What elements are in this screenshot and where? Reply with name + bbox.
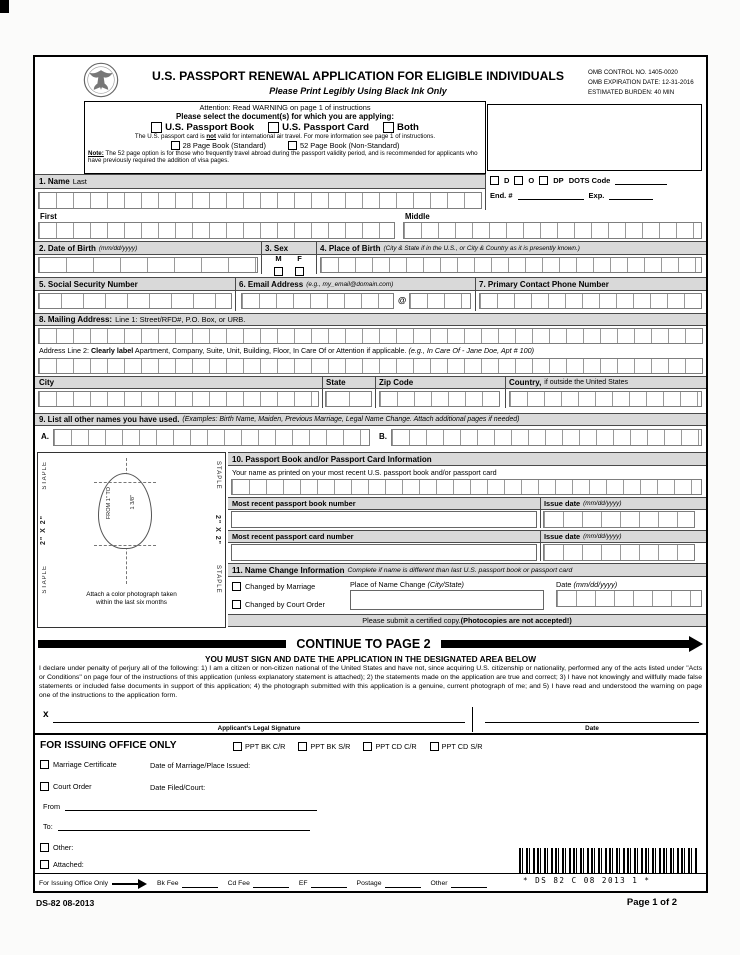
passport-info-header [228,452,706,466]
dots-code-line[interactable] [615,177,667,185]
from-label: From [43,802,61,811]
fee-arrow-shaft [112,883,138,885]
name-change-date-label [556,580,617,589]
document-selection-box [84,101,486,174]
zip-field[interactable] [379,391,500,407]
mailing-address-header [35,313,706,326]
sex-male-checkbox[interactable] [274,267,283,276]
staple-label-top-left: STAPLE [42,461,48,490]
phone-header-cell [475,278,706,290]
row-5-6-7-header [35,277,706,291]
place-name-change-label [350,580,464,589]
passport-info-title: 10. Passport Book and/or Passport Card Information [232,454,432,464]
to-label: To: [43,822,53,831]
fee-strip [35,873,706,893]
card-issue-label: Issue date [544,532,581,541]
changed-by-marriage-row [232,582,315,591]
postage-label: Postage [356,880,382,887]
place-label-hint: (City/State) [427,580,464,589]
ppt-cd-cr-label: PPT CD C/R [375,742,417,751]
measure-line-top [94,482,156,483]
ppt-bk-cr-label: PPT BK C/R [245,742,286,751]
ppt-cd-cr-checkbox[interactable] [363,742,372,751]
measure-text-2: 1 3/8" [130,495,136,510]
photo-caption-line1: Attach a color photograph taken [86,591,177,598]
sex-male-label: M [275,254,282,263]
marriage-certificate-checkbox[interactable] [40,760,49,769]
card-note-pre: The U.S. passport card is [134,133,207,140]
pob-field[interactable] [320,257,702,273]
passport-info-region [228,452,706,633]
endorsement-row-1 [490,176,704,185]
other-name-a-label: A. [41,432,49,441]
other-name-a-field[interactable] [53,429,370,446]
ppt-bk-cr-checkbox[interactable] [233,742,242,751]
mailing-address-cell [35,314,249,325]
dob-header-cell [35,242,261,254]
card-issue-cell [540,531,706,542]
ppt-options-row [233,742,483,751]
last-name-field[interactable] [38,192,482,209]
other-label: Other: [53,843,74,852]
city-header-cell [35,377,322,388]
other-fee-line[interactable] [451,880,487,888]
endorsement-row-2 [490,191,704,200]
book-number-field[interactable] [231,511,537,528]
divider-card-issue [540,530,541,561]
omb-expiration: OMB EXPIRATION DATE: 12-31-2016 [588,78,694,86]
passport-card-label: U.S. Passport Card [282,122,370,133]
email-field-part1[interactable] [241,293,394,309]
line2-example: (e.g., In Care Of - Jane Doe, Apt # 100) [408,346,535,355]
certified-copy-bar [228,614,706,627]
card-note-post: valid for international air travel. For more information see page 1 of instructions. [216,133,436,140]
divider-book-issue [540,497,541,528]
phone-label: 7. Primary Contact Phone Number [479,279,609,289]
ppt-cd-sr-label: PPT CD S/R [441,742,483,751]
staple-label-top-right: STAPLE [215,461,221,490]
changed-by-marriage-checkbox[interactable] [232,582,241,591]
other-fee-label: Other [430,880,448,887]
from-line[interactable] [65,803,317,811]
cd-fee-line[interactable] [253,880,289,888]
barcode-text: * DS 82 C 08 2013 1 * [523,876,651,885]
continue-bar-left [38,640,286,648]
line2-pre: Address Line 2: [39,346,91,355]
card-number-cell [228,531,540,542]
to-line[interactable] [58,823,310,831]
ssn-label: 5. Social Security Number [39,279,138,289]
state-label: State [326,378,346,387]
book-issue-cell [540,498,706,509]
other-names-header [35,413,706,426]
endorsement-area [490,176,704,200]
dob-label: 2. Date of Birth [39,243,96,253]
bk-fee-line[interactable] [182,880,218,888]
passport-name-sublabel: Your name as printed on your most recent U.S. passport book and/or passport card [232,468,497,477]
note-text: The 52 page option is for those who frequently travel abroad during the passport validity period, and is recommended for applicants who have previously required the addition of visa pages. [88,150,478,165]
page-count-options-row [88,141,482,150]
photo-staple-area [37,452,226,628]
form-subtitle: Please Print Legibly Using Black Ink Only [269,86,447,96]
ppt-cd-sr-checkbox[interactable] [430,742,439,751]
book-number-header [228,497,706,510]
continue-bar-right [441,640,689,648]
line2-rest: Apartment, Company, Suite, Unit, Building, Floor, In Care Of or Attention if applicable. [133,346,409,355]
fee-arrow-icon [138,879,147,889]
zip-label: Zip Code [379,378,414,387]
exp-line[interactable] [609,192,653,200]
changed-by-court-row [232,600,325,609]
ppt-bk-sr-label: PPT BK S/R [310,742,351,751]
signature-label: Applicant's Legal Signature [217,725,301,732]
date-marriage-label: Date of Marriage/Place Issued: [150,761,251,770]
middle-name-field[interactable] [403,222,702,239]
page-count-note [88,150,482,164]
certified-copy-bold: (Photocopies are not accepted!) [460,616,572,625]
address-line2-field[interactable] [38,358,703,374]
name-change-subtitle: Complete if name is different than last U.S. passport book or passport card [347,566,573,574]
omb-block [588,68,706,98]
place-label-text: Place of Name Change [350,580,428,589]
declaration-paragraph: I declare under penalty of perjury all of the following: 1) I am a citizen or non-citizen national of the United States and have not, since acquiring U.S. citizenship or nationality, performed any of the acts listed under "Acts or Conditions" on page four of the instructions of this application (unless explanatory statement is attached); 2) the statements made on the application are true and correct; 3) I have not knowingly and willfully made false statements or included false documents in support of this application; 4) the photograph submitted with this application is a genuine, current photograph of me; and 5) I have read and understood the warning on page one of the instructions to the application form. [39,665,702,700]
divider-5-6 [235,277,236,311]
attached-row [40,860,84,869]
sex-female-label: F [297,254,302,263]
exp-label: Exp. [588,191,605,200]
middle-name-label: Middle [405,212,430,221]
ssn-header-cell [35,278,235,290]
scan-corner-mark [0,0,9,13]
ppt-bk-sr-checkbox[interactable] [298,742,307,751]
signature-x-mark: x [43,709,49,720]
fee-strip-label: For Issuing Office Only [39,880,109,887]
from-row [43,802,317,811]
email-at-sign: @ [398,295,407,305]
city-state-zip-header [35,376,706,389]
first-name-field[interactable] [38,222,395,239]
other-checkbox[interactable] [40,843,49,852]
to-row [43,822,310,831]
state-header-cell [322,377,375,388]
passport-info-cell [228,453,436,465]
divider-6-7 [475,277,476,311]
form-id-footer: DS-82 08-2013 [36,898,95,908]
o-checkbox[interactable] [514,176,523,185]
card-number-header [228,530,706,543]
photo-caption-line2: within the last six months [95,599,168,606]
other-row [40,843,73,852]
cd-fee-label: Cd Fee [227,880,250,887]
email-label: 6. Email Address [239,279,304,289]
measure-line-bottom [94,545,156,546]
dob-hint: (mm/dd/yyyy) [98,244,138,252]
date-label-hint: (mm/dd/yyyy) [573,580,618,589]
country-field[interactable] [509,391,702,407]
country-header-cell [505,377,706,388]
card-air-travel-note [88,133,482,140]
row-2-3-4-header [35,241,706,255]
dots-code-label: DOTS Code [568,176,611,185]
continue-arrow-icon [689,636,703,652]
city-field[interactable] [38,391,319,407]
card-issue-date-field[interactable] [543,544,695,561]
name-change-cell [228,564,576,576]
book-28-page-label: 28 Page Book (Standard) [182,141,266,150]
email-hint: (e.g., my_email@domain.com) [306,280,394,288]
ef-line[interactable] [311,880,347,888]
email-field-part2[interactable] [409,293,471,309]
name-header-bar [35,174,485,189]
country-label: Country, [509,378,542,387]
form-title-block [123,69,593,96]
dp-label: DP [553,176,564,185]
photo-size-left: 2" X 2" [40,515,47,545]
book-issue-hint: (mm/dd/yyyy) [583,500,622,507]
form-border-box [33,55,708,893]
first-name-label: First [40,212,57,221]
book-52-page-label: 52 Page Book (Non-Standard) [299,141,400,150]
court-order-checkbox[interactable] [40,782,49,791]
estimated-burden: ESTIMATED BURDEN: 40 MIN [588,88,675,96]
passport-book-label: U.S. Passport Book [165,122,255,133]
issuing-office-title: FOR ISSUING OFFICE ONLY [40,740,177,751]
ssn-field[interactable] [38,293,232,309]
issuing-office-section [35,733,706,891]
page-number-footer: Page 1 of 2 [626,897,678,908]
warning-line: Attention: Read WARNING on page 1 of instructions [199,103,371,112]
sex-header-cell [261,242,316,254]
court-order-row [40,782,92,791]
pob-label: 4. Place of Birth [320,243,381,253]
end-number-label: End. # [490,191,513,200]
book-number-label: Most recent passport book number [232,499,356,508]
attached-label: Attached: [53,860,84,869]
dp-checkbox[interactable] [539,176,548,185]
mailing-address-line1-label: Line 1: Street/RFD#, P.O. Box, or URB. [115,315,246,324]
bk-fee-label: Bk Fee [157,880,179,887]
both-checkbox[interactable] [383,122,394,133]
divider-zip-country [505,376,506,408]
name-change-date-field[interactable] [556,590,702,607]
other-name-b-label: B. [379,432,387,441]
name-header-cell [35,175,91,188]
great-seal-eagle-icon [83,62,119,98]
signature-date-label: Date [585,725,599,732]
other-names-hint: (Examples: Birth Name, Maiden, Previous Marriage, Legal Name Change. Attach additional pages if needed) [182,416,520,423]
zip-header-cell [375,377,505,388]
attached-checkbox[interactable] [40,860,49,869]
sex-female-checkbox[interactable] [295,267,304,276]
signature-line[interactable] [53,722,465,723]
place-name-change-field[interactable] [350,590,544,610]
passport-card-checkbox[interactable] [268,122,279,133]
divider-2-3 [261,241,262,274]
book-52-page-checkbox[interactable] [288,141,297,150]
address-line1-field[interactable] [38,328,703,344]
other-names-label: 9. List all other names you have used. [39,415,180,424]
signature-date-divider [472,707,473,732]
marriage-certificate-label: Marriage Certificate [53,760,117,769]
ef-label: EF [298,880,308,887]
court-order-label: Court Order [53,782,92,791]
photo-size-right: 2" X 2" [214,515,221,545]
staple-label-bottom-left: STAPLE [42,565,48,594]
barcode [519,848,697,874]
card-number-label: Most recent passport card number [232,532,354,541]
changed-by-marriage-label: Changed by Marriage [245,582,316,591]
phone-field[interactable] [479,293,702,309]
passport-name-field[interactable] [231,479,702,495]
mailing-address-label: 8. Mailing Address: [39,315,113,324]
d-checkbox[interactable] [490,176,499,185]
other-names-cell [35,414,523,425]
name-change-header [228,563,706,577]
changed-by-court-label: Changed by Court Order [245,600,325,609]
passport-book-checkbox[interactable] [151,122,162,133]
line2-bold: Clearly label [90,346,134,355]
book-issue-date-field[interactable] [543,511,695,528]
email-header-cell [235,278,475,290]
postage-line[interactable] [385,880,421,888]
d-label: D [504,176,510,185]
continue-banner [38,636,703,652]
sign-heading: YOU MUST SIGN AND DATE THE APPLICATION IN THE DESIGNATED AREA BELOW [204,654,537,664]
marriage-certificate-row [40,760,117,769]
select-prompt: Please select the document(s) for which you are applying: [176,112,394,121]
book-28-page-checkbox[interactable] [171,141,180,150]
book-number-cell [228,498,540,509]
divider-3-4 [316,241,317,274]
country-sublabel: if outside the United States [544,379,628,386]
document-options-row [88,122,482,133]
note-label: Note: [88,150,104,157]
date-filed-label: Date Filed/Court: [150,783,206,792]
office-stamp-box [487,104,702,171]
form-title: U.S. PASSPORT RENEWAL APPLICATION FOR ELIGIBLE INDIVIDUALS [152,69,564,83]
divider-state-zip [375,376,376,408]
date-label-text: Date [556,580,574,589]
staple-label-bottom-right: STAPLE [215,565,221,594]
signature-date-line[interactable] [485,722,699,723]
o-label: O [528,176,535,185]
divider-city-state [322,376,323,408]
omb-control: OMB CONTROL NO. 1405-0020 [588,69,678,76]
measure-text-1: FROM 1" TO [106,487,112,520]
book-issue-label: Issue date [544,499,581,508]
continue-label: CONTINUE TO PAGE 2 [296,637,431,651]
address-line2-label [39,346,702,355]
changed-by-court-checkbox[interactable] [232,600,241,609]
name-last-label: Last [72,177,87,186]
other-name-b-field[interactable] [391,429,702,446]
name-section-divider [485,174,486,210]
pob-hint: (City & State if in the U.S., or City & Country as it is presently known.) [383,244,580,252]
end-number-line[interactable] [518,192,584,200]
both-label: Both [397,122,419,133]
photo-caption [38,591,225,607]
city-label: City [39,378,55,387]
name-label: 1. Name [39,177,70,186]
name-change-title: 11. Name Change Information [232,565,345,575]
dob-field[interactable] [38,257,258,273]
certified-copy-pre: Please submit a certified copy. [362,616,461,625]
card-number-field[interactable] [231,544,537,561]
state-field[interactable] [325,391,372,407]
sex-label: 3. Sex [265,243,289,253]
pob-header-cell [316,242,706,254]
card-issue-hint: (mm/dd/yyyy) [583,533,622,540]
card-note-not: not [206,133,217,140]
